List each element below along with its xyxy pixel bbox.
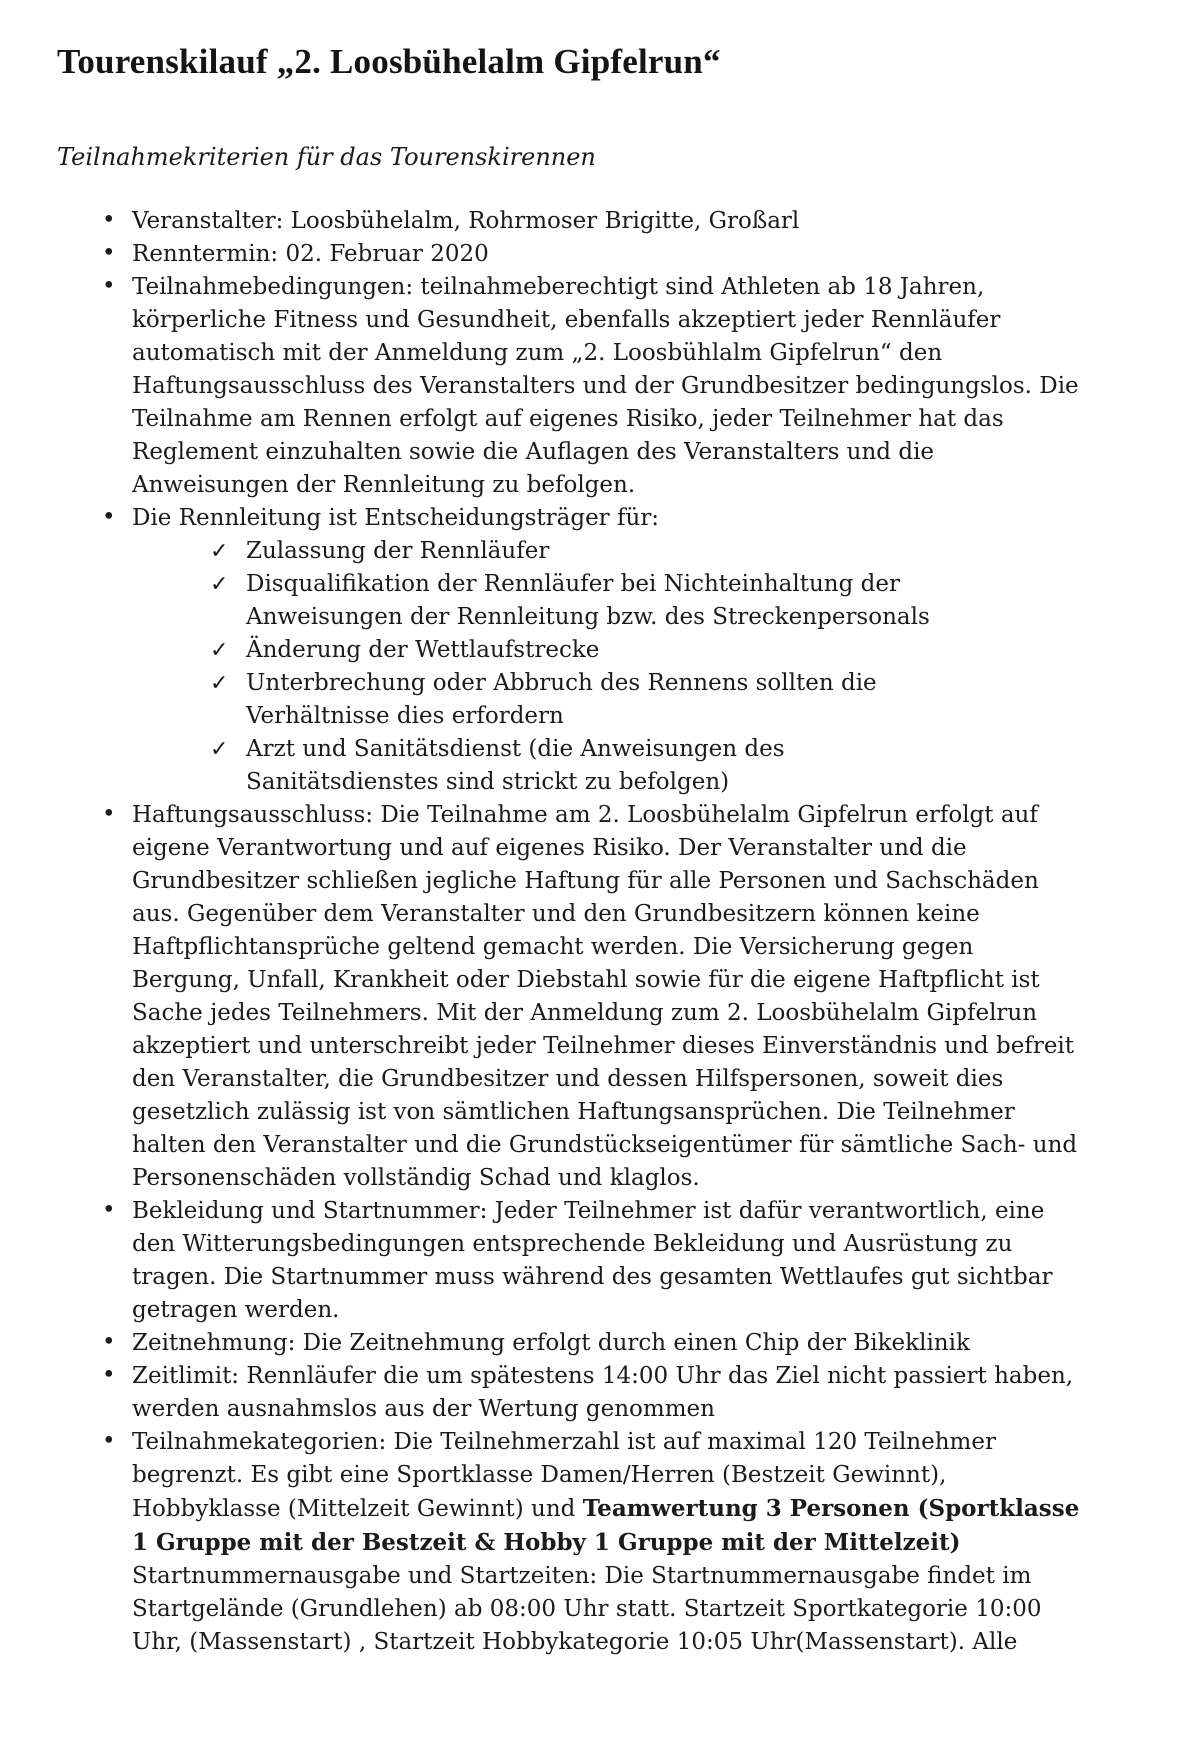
checklist-item-text: Arzt und Sanitätsdienst (die Anweisungen des Sanitätsdienstes sind strickt zu befolgen) [246, 735, 785, 795]
bullet-icon: • [102, 503, 116, 530]
list-item-text: Bekleidung und Startnummer: Jeder Teilnehmer ist dafür verantwortlich, eine den Witterungsbedingungen entsprechende Bekleidung und Ausrüstung zu tragen. Die Startnummer muss während des gesamten Wettlaufes gut sichtbar getragen werden. [132, 1197, 1053, 1323]
checkmark-icon: ✓ [210, 670, 229, 696]
checkmark-icon: ✓ [210, 637, 229, 663]
list-item-renntermin [100, 238, 1088, 271]
list-item-haftungsausschluss [100, 799, 1088, 1195]
checkmark-icon: ✓ [210, 571, 229, 597]
list-item-bekleidung [100, 1195, 1088, 1327]
checklist-item-text: Disqualifikation der Rennläufer bei Nichteinhaltung der Anweisungen der Rennleitung bzw. des Streckenpersonals [246, 570, 930, 630]
page-subtitle: Teilnahmekriterien für das Tourenskirennen [57, 142, 596, 171]
checklist-item-text: Änderung der Wettlaufstrecke [246, 636, 600, 663]
checklist-item-text: Zulassung der Rennläufer [246, 537, 550, 564]
list-item-text: Veranstalter: Loosbühelalm, Rohrmoser Brigitte, Großarl [132, 207, 800, 234]
list-item-teilnahmekategorien [100, 1426, 1088, 1659]
bullet-icon: • [102, 272, 116, 299]
page-title: Tourenskilauf „2. Loosbühelalm Gipfelrun“ [57, 42, 721, 81]
list-item-veranstalter [100, 205, 1088, 238]
list-item-text: Renntermin: 02. Februar 2020 [132, 240, 489, 267]
bullet-icon: • [102, 1427, 116, 1454]
list-item-text: Zeitlimit: Rennläufer die um spätestens 14:00 Uhr das Ziel nicht passiert haben, werden ausnahmslos aus der Wertung genommen [132, 1362, 1074, 1422]
list-item-text: Die Rennleitung ist Entscheidungsträger für: [132, 504, 660, 531]
list-item-text: Teilnahmebedingungen: teilnahmeberechtigt sind Athleten ab 18 Jahren, körperliche Fitness und Gesundheit, ebenfalls akzeptiert jeder Rennläufer automatisch mit der Anmeldung zum „2. Loosbühlalm Gipfelrun“ den Haftungsausschluss des Veranstalters und der Grundbesitzer bedingungslos. Die Teilnahme am Rennen erfolgt auf eigenes Risiko, jeder Teilnehmer hat das Reglement einzuhalten sowie die Auflagen des Veranstalters und die Anweisungen der Rennleitung zu befolgen. [132, 273, 1079, 498]
checkmark-icon: ✓ [210, 736, 229, 762]
checklist-item-aenderung [210, 634, 978, 667]
checklist-item-arzt [210, 733, 978, 799]
bullet-icon: • [102, 800, 116, 827]
list-item-text [132, 1429, 1079, 1655]
list-item-zeitnehmung [100, 1327, 1088, 1360]
kategorien-text-bold: Teamwertung 3 Personen (Sportklasse 1 Gruppe mit der Bestzeit & Hobby 1 Gruppe mit der Mittelzeit) [132, 1494, 1080, 1556]
kategorien-text-after: Startnummernausgabe und Startzeiten: Die Startnummernausgabe findet im Startgelände (Grundlehen) ab 08:00 Uhr statt. Startzeit Sportkategorie 10:00 Uhr, (Massenstart) , Startzeit Hobbykategorie 10:05 Uhr(Massenstart). Alle [132, 1562, 1042, 1655]
bullet-icon: • [102, 1328, 116, 1355]
list-item-teilnahmebedingungen [100, 271, 1088, 502]
criteria-list [100, 205, 1088, 1659]
list-item-zeitlimit [100, 1360, 1088, 1426]
kategorien-text-before: Teilnahmekategorien: Die Teilnehmerzahl ist auf maximal 120 Teilnehmer begrenzt. Es gibt eine Sportklasse Damen/Herren (Bestzeit Gewinnt), Hobbyklasse (Mittelzeit Gewinnt) und [132, 1428, 996, 1522]
rennleitung-checklist [210, 535, 978, 799]
bullet-icon: • [102, 1361, 116, 1388]
checklist-item-zulassung [210, 535, 978, 568]
checklist-item-unterbrechung [210, 667, 978, 733]
bullet-icon: • [102, 206, 116, 233]
bullet-icon: • [102, 239, 116, 266]
list-item-text: Zeitnehmung: Die Zeitnehmung erfolgt durch einen Chip der Bikeklinik [132, 1329, 970, 1356]
bullet-icon: • [102, 1196, 116, 1223]
list-item-text: Haftungsausschluss: Die Teilnahme am 2. Loosbühelalm Gipfelrun erfolgt auf eigene Verantwortung und auf eigenes Risiko. Der Veranstalter und die Grundbesitzer schließen jegliche Haftung für alle Personen und Sachschäden aus. Gegenüber dem Veranstalter und den Grundbesitzern können keine Haftpflichtansprüche geltend gemacht werden. Die Versicherung gegen Bergung, Unfall, Krankheit oder Diebstahl sowie für die eigene Haftpflicht ist Sache jedes Teilnehmers. Mit der Anmeldung zum 2. Loosbühelalm Gipfelrun akzeptiert und unterschreibt jeder Teilnehmer dieses Einverständnis und befreit den Veranstalter, die Grundbesitzer und dessen Hilfspersonen, soweit dies gesetzlich zulässig ist von sämtlichen Haftungsansprüchen. Die Teilnehmer halten den Veranstalter und die Grundstückseigentümer für sämtliche Sach- und Personenschäden vollständig Schad und klaglos. [132, 801, 1078, 1191]
list-item-rennleitung [100, 502, 1088, 799]
checklist-item-disqualifikation [210, 568, 978, 634]
checklist-item-text: Unterbrechung oder Abbruch des Rennens sollten die Verhältnisse dies erfordern [246, 669, 877, 729]
checkmark-icon: ✓ [210, 538, 229, 564]
